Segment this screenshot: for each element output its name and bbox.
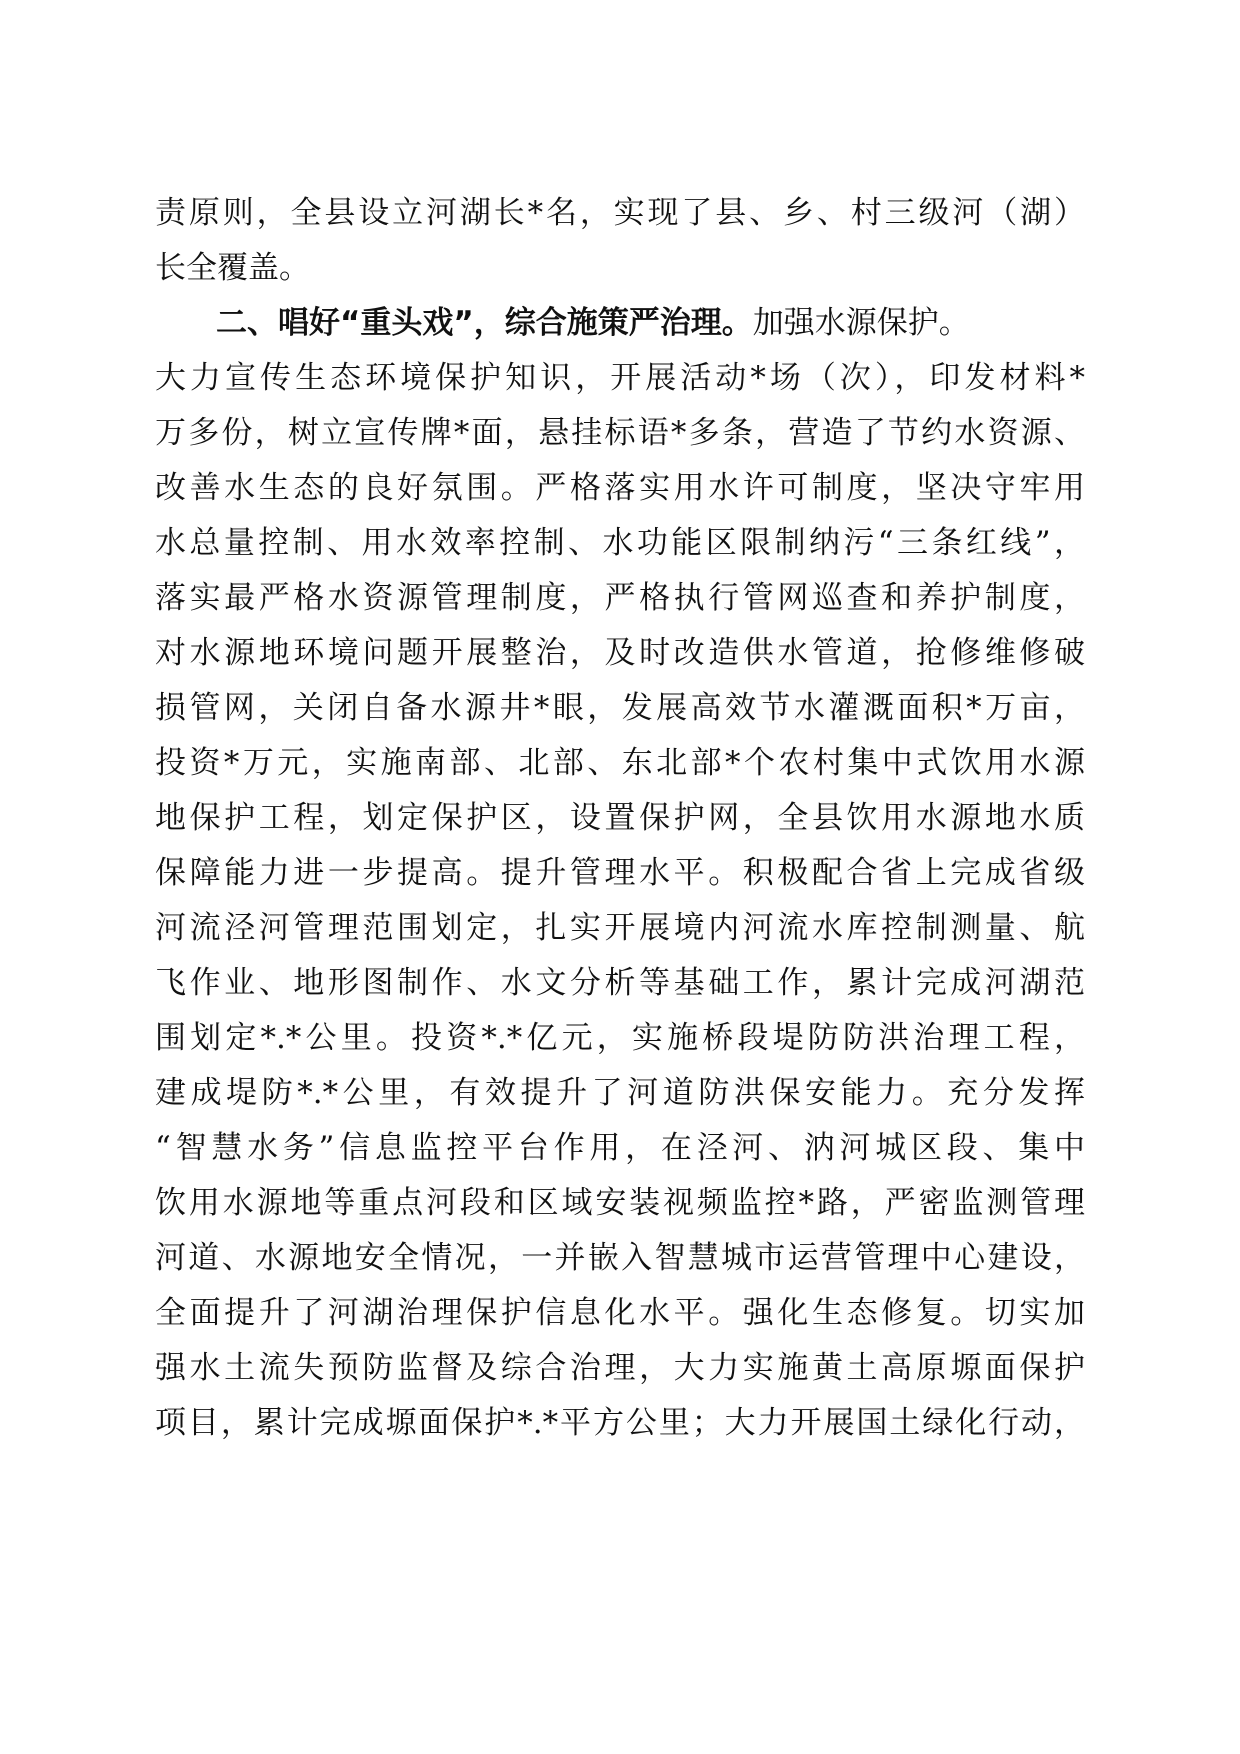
text-line: 河流泾河管理范围划定，扎实开展境内河流水库控制测量、航 xyxy=(155,910,1085,946)
body-text xyxy=(155,186,1085,1451)
text-line: 责原则，全县设立河湖长*名，实现了县、乡、村三级河（湖） xyxy=(155,195,1085,231)
text-line: 万多份，树立宣传牌*面，悬挂标语*多条，营造了节约水资源、 xyxy=(155,415,1085,451)
heading-line-text: 加强水源保护。 xyxy=(752,305,970,341)
text-line: 河道、水源地安全情况，一并嵌入智慧城市运营管理中心建设， xyxy=(155,1240,1085,1276)
text-line: 落实最严格水资源管理制度，严格执行管网巡查和养护制度， xyxy=(155,580,1085,616)
text-line: 地保护工程，划定保护区，设置保护网，全县饮用水源地水质 xyxy=(155,800,1085,836)
text-line: 损管网，关闭自备水源井*眼，发展高效节水灌溉面积*万亩， xyxy=(155,690,1085,726)
text-line: 投资*万元，实施南部、北部、东北部*个农村集中式饮用水源 xyxy=(155,745,1085,781)
text-line: 强水土流失预防监督及综合治理，大力实施黄土高原塬面保护 xyxy=(155,1350,1085,1386)
text-line: 长全覆盖。 xyxy=(155,250,310,286)
section-heading-line xyxy=(155,296,1085,351)
text-line: 水总量控制、用水效率控制、水功能区限制纳污“三条红线”， xyxy=(155,525,1085,561)
text-line: 项目，累计完成塬面保护*.*平方公里；大力开展国土绿化行动， xyxy=(155,1405,1085,1441)
text-line: 对水源地环境问题开展整治，及时改造供水管道，抢修维修破 xyxy=(155,635,1085,671)
text-line: 飞作业、地形图制作、水文分析等基础工作，累计完成河湖范 xyxy=(155,965,1085,1001)
text-line: 建成堤防*.*公里，有效提升了河道防洪保安能力。充分发挥 xyxy=(155,1075,1085,1111)
text-line: 围划定*.*公里。投资*.*亿元，实施桥段堤防防洪治理工程， xyxy=(155,1020,1085,1056)
text-line: 全面提升了河湖治理保护信息化水平。强化生态修复。切实加 xyxy=(155,1295,1085,1331)
text-line: “智慧水务”信息监控平台作用，在泾河、汭河城区段、集中 xyxy=(155,1130,1085,1166)
text-line: 大力宣传生态环境保护知识，开展活动*场（次），印发材料* xyxy=(155,360,1085,396)
text-line: 饮用水源地等重点河段和区域安装视频监控*路，严密监测管理 xyxy=(155,1185,1085,1221)
section-heading: 二、唱好“重头戏”，综合施策严治理。 xyxy=(216,305,753,341)
text-line: 改善水生态的良好氛围。严格落实用水许可制度，坚决守牢用 xyxy=(155,470,1085,506)
text-line: 保障能力进一步提高。提升管理水平。积极配合省上完成省级 xyxy=(155,855,1085,891)
